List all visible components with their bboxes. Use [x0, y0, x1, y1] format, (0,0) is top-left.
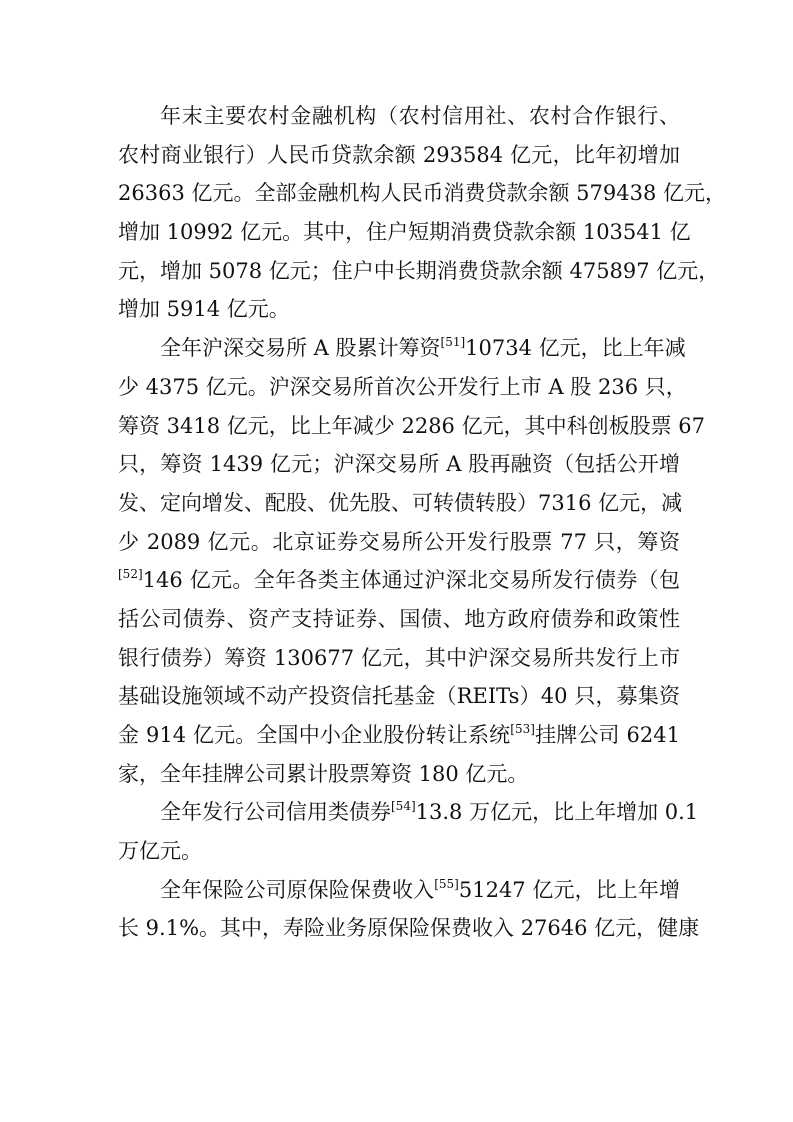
text-segment: 全年保险公司原保险保费收入 — [160, 877, 435, 902]
text-line: 增加 5914 亿元。 — [118, 297, 290, 322]
text-line: 增加 10992 亿元。其中，住户短期消费贷款余额 103541 亿 — [118, 220, 691, 245]
footnote-ref: [53] — [510, 722, 535, 736]
text-segment: 全年沪深交易所 A 股累计筹资 — [160, 336, 441, 361]
paragraph-stock-financing — [118, 329, 705, 793]
text-segment: 金 914 亿元。全国中小企业股份转让系统 — [118, 723, 511, 747]
text-line: 万亿元。 — [118, 839, 202, 864]
text-segment: 全年发行公司信用类债券 — [160, 800, 391, 825]
footnote-ref: [55] — [434, 876, 459, 891]
paragraph-insurance — [118, 871, 700, 948]
text-line — [118, 561, 680, 600]
text-line: 26363 亿元。全部金融机构人民币消费贷款余额 579438 亿元， — [118, 181, 726, 206]
footnote-ref: [54] — [391, 799, 416, 814]
text-line: 只，筹资 1439 亿元；沪深交易所 A 股再融资（包括公开增 — [118, 452, 680, 477]
text-line — [118, 329, 686, 368]
text-line: 元，增加 5078 亿元；住户中长期消费贷款余额 475897 亿元， — [118, 258, 720, 283]
paragraph-rural-finance — [118, 97, 726, 329]
text-line: 农村商业银行）人民币贷款余额 293584 亿元，比年初增加 — [118, 142, 680, 167]
text-line: 括公司债券、资产支持证券、国债、地方政府债券和政策性 — [118, 606, 680, 631]
text-line: 长 9.1%。其中，寿险业务原保险保费收入 27646 亿元，健康 — [118, 916, 700, 941]
text-segment: 挂牌公司 6241 — [534, 723, 680, 747]
footnote-ref: [51] — [440, 335, 466, 350]
footnote-ref: [52] — [118, 567, 143, 582]
text-line — [118, 871, 680, 910]
paragraph-credit-bonds — [118, 793, 699, 870]
text-line: 发、定向增发、配股、优先股、可转债转股）7316 亿元，减 — [118, 490, 683, 515]
text-line: 银行债券）筹资 130677 亿元，其中沪深交易所共发行上市 — [118, 645, 680, 670]
text-line: 少 2089 亿元。北京证券交易所公开发行股票 77 只，筹资 — [118, 529, 680, 554]
text-line: 筹资 3418 亿元，比上年减少 2286 亿元，其中科创板股票 67 — [118, 413, 705, 438]
text-line — [118, 793, 699, 832]
text-line: 年末主要农村金融机构（农村信用社、农村合作银行、 — [160, 104, 680, 128]
text-line — [118, 716, 680, 755]
text-segment: 10734 亿元，比上年减 — [465, 336, 686, 361]
text-line: 家，全年挂牌公司累计股票筹资 180 亿元。 — [118, 761, 529, 786]
text-segment: 13.8 万亿元，比上年增加 0.1 — [415, 800, 699, 825]
text-line: 少 4375 亿元。沪深交易所首次公开发行上市 A 股 236 只， — [118, 374, 687, 399]
text-segment: 146 亿元。全年各类主体通过沪深北交易所发行债券（包 — [142, 568, 680, 593]
text-line: 基础设施领域不动产投资信托基金（REITs）40 只，募集资 — [118, 684, 680, 709]
text-segment: 51247 亿元，比上年增 — [458, 877, 680, 902]
document-body — [118, 97, 726, 948]
